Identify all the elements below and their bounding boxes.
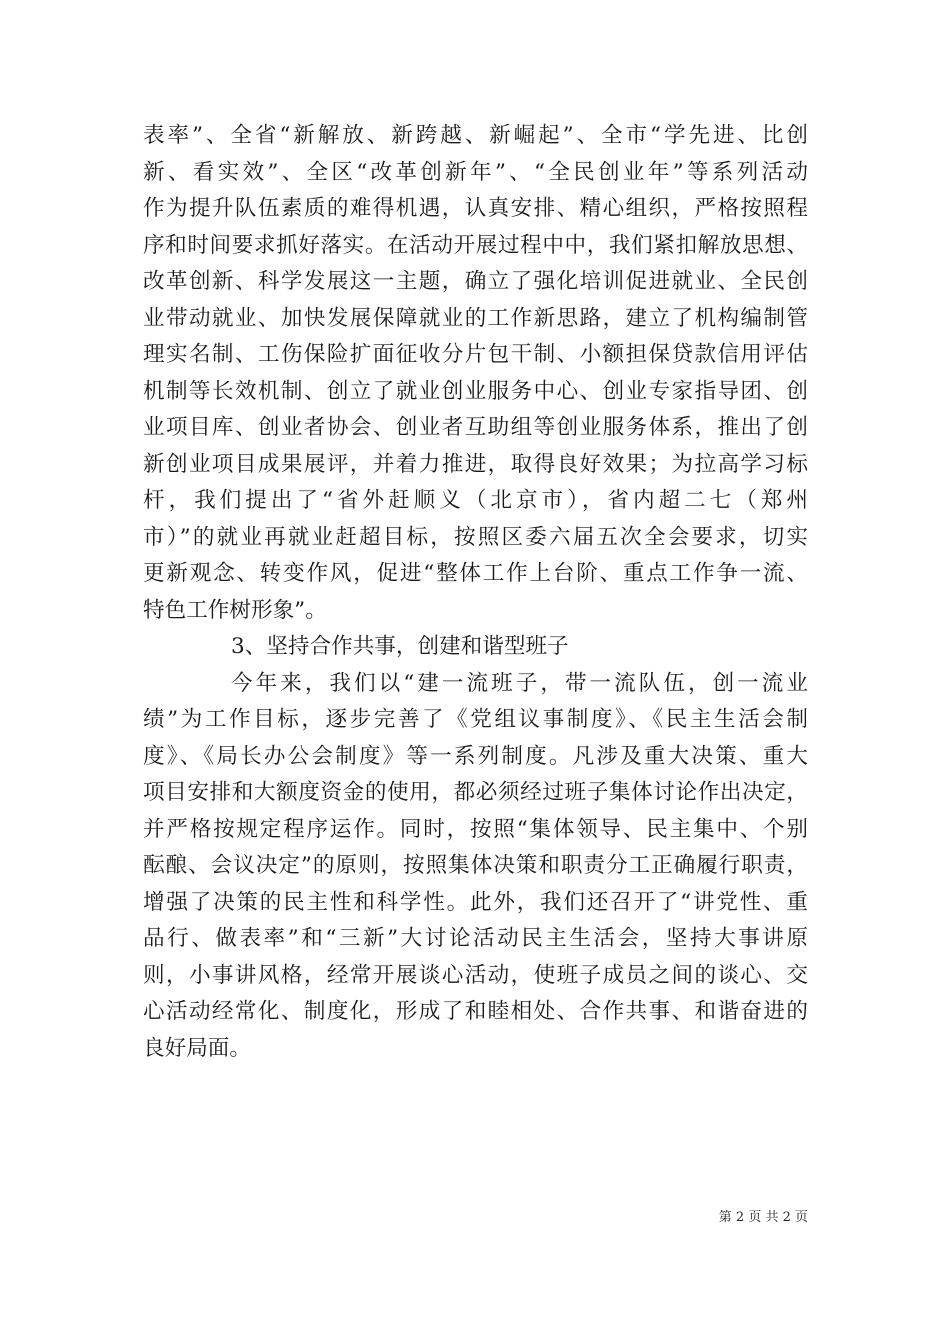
page-number-footer: 第 2 页 共 2 页 bbox=[718, 1210, 808, 1225]
paragraph-2 bbox=[143, 666, 808, 1068]
text-line: 增强了决策的民主性和科学性。此外，我们还召开了“讲党性、重 bbox=[143, 889, 808, 915]
document-body bbox=[143, 118, 808, 1067]
text-line: 杆，我们提出了“省外赶顺义（北京市），省内超二七（郑州 bbox=[143, 488, 808, 513]
text-line: 品行、做表率”和“三新”大讨论活动民主生活会，坚持大事讲原 bbox=[143, 926, 808, 951]
text-line: 特色工作树形象”。 bbox=[143, 597, 327, 623]
text-line: 市）”的就业再就业赶超目标，按照区委六届五次全会要求，切实 bbox=[143, 524, 808, 550]
text-line: 表率”、全省“新解放、新跨越、新崛起”、全市“学先进、比创 bbox=[143, 123, 808, 148]
text-line: 新创业项目成果展评，并着力推进，取得良好效果；为拉高学习标 bbox=[143, 451, 808, 477]
text-line: 业项目库、创业者协会、创业者互助组等创业服务体系，推出了创 bbox=[143, 415, 808, 440]
text-line: 新、看实效”、全区“改革创新年”、“全民创业年”等系列活动 bbox=[143, 159, 808, 185]
section-heading: 3、坚持合作共事，创建和谐型班子 bbox=[231, 634, 569, 659]
text-line: 更新观念、转变作风，促进“整体工作上台阶、重点工作争一流、 bbox=[143, 561, 808, 586]
text-line: 业带动就业、加快发展保障就业的工作新思路，建立了机构编制管 bbox=[143, 305, 808, 331]
text-line: 理实名制、工伤保险扩面征收分片包干制、小额担保贷款信用评估 bbox=[143, 342, 808, 367]
text-line: 作为提升队伍素质的难得机遇，认真安排、精心组织，严格按照程 bbox=[143, 196, 808, 221]
text-line: 序和时间要求抓好落实。在活动开展过程中中，我们紧扣解放思想、 bbox=[143, 232, 808, 258]
paragraph-1 bbox=[143, 118, 808, 629]
text-line: 项目安排和大额度资金的使用，都必须经过班子集体讨论作出决定， bbox=[143, 780, 808, 805]
text-line: 并严格按规定程序运作。同时，按照“集体领导、民主集中、个别 bbox=[143, 816, 808, 842]
text-line: 绩”为工作目标，逐步完善了《党组议事制度》、《民主生活会制 bbox=[143, 707, 808, 732]
text-line: 则，小事讲风格，经常开展谈心活动，使班子成员之间的谈心、交 bbox=[143, 962, 808, 988]
text-line: 良好局面。 bbox=[143, 1035, 251, 1061]
text-line: 机制等长效机制、创立了就业创业服务中心、创业专家指导团、创 bbox=[143, 378, 808, 404]
text-line: 度》、《局长办公会制度》等一系列制度。凡涉及重大决策、重大 bbox=[143, 743, 808, 769]
text-line: 改革创新、科学发展这一主题，确立了强化培训促进就业、全民创 bbox=[143, 269, 808, 294]
text-line: 今年来，我们以“建一流班子，带一流队伍，创一流业 bbox=[231, 670, 808, 696]
text-line: 酝酿、会议决定”的原则，按照集体决策和职责分工正确履行职责， bbox=[143, 853, 808, 878]
text-line: 心活动经常化、制度化，形成了和睦相处、合作共事、和谐奋进的 bbox=[143, 999, 808, 1024]
